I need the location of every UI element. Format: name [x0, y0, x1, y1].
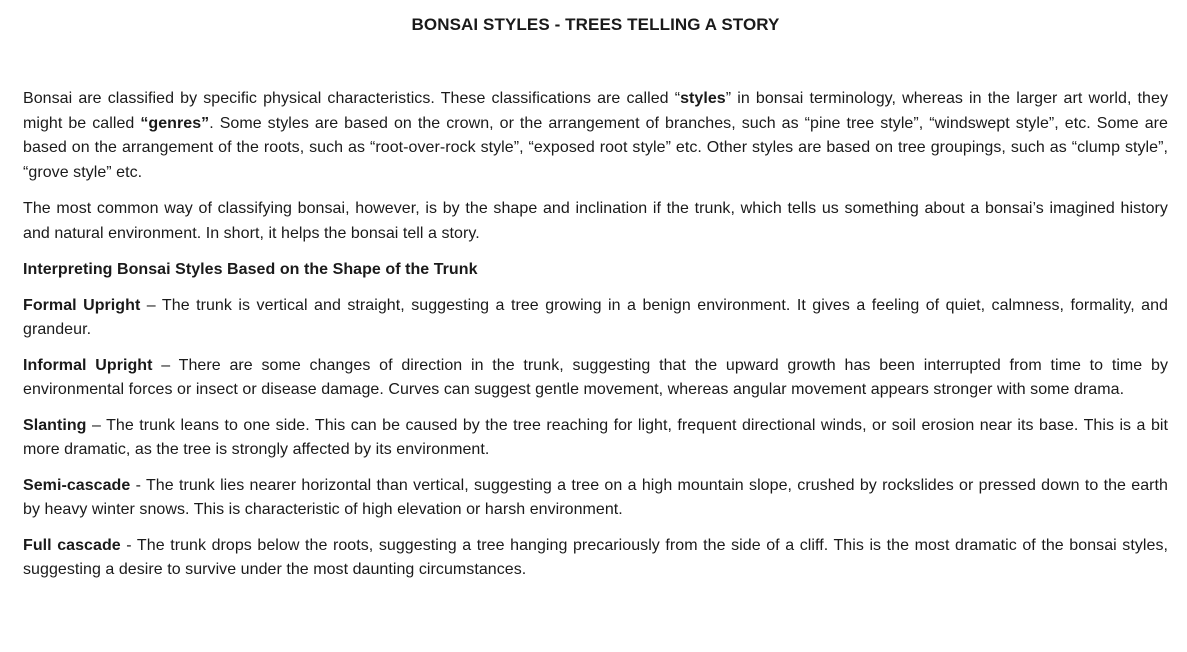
style-slanting: [23, 414, 1168, 463]
style-description: - The trunk lies nearer horizontal than vertical, suggesting a tree on a high mountain slope, crushed by rockslides or pressed down to the earth by heavy winter snows. This is characteristic of high elevation or harsh environment.: [23, 476, 1168, 518]
style-name: Formal Upright: [23, 296, 141, 314]
style-description: – The trunk leans to one side. This can be caused by the tree reaching for light, frequent directional winds, or soil erosion near its base. This is a bit more dramatic, as the tree is strongly affected by its environment.: [23, 416, 1168, 458]
style-informal-upright: [23, 354, 1168, 403]
document-title: BONSAI STYLES - TREES TELLING A STORY: [411, 15, 780, 34]
document: [23, 0, 1168, 583]
section-subheading: Interpreting Bonsai Styles Based on the Shape of the Trunk: [23, 261, 478, 278]
style-formal-upright: [23, 294, 1168, 343]
intro-paragraph: [23, 87, 1168, 185]
genres-term: “genres”: [140, 114, 210, 132]
style-semi-cascade: [23, 474, 1168, 523]
style-description: – The trunk is vertical and straight, suggesting a tree growing in a benign environment. It gives a feeling of quiet, calmness, formality, and grandeur.: [23, 296, 1168, 338]
style-full-cascade: [23, 534, 1168, 583]
classification-paragraph: The most common way of classifying bonsai, however, is by the shape and inclination if the trunk, which tells us something about a bonsai’s imagined history and natural environment. In short, it helps the bonsai tell a story.: [23, 200, 1168, 242]
intro-text-1: Bonsai are classified by specific physical characteristics. These classifications are called “: [23, 90, 681, 107]
styles-term: styles: [680, 90, 726, 107]
style-description: - The trunk drops below the roots, suggesting a tree hanging precariously from the side of a cliff. This is the most dramatic of the bonsai styles, suggesting a desire to survive under the most daunting circumstances.: [23, 536, 1168, 578]
style-name: Semi-cascade: [23, 476, 131, 494]
style-description: – There are some changes of direction in the trunk, suggesting that the upward growth has been interrupted from time to time by environmental forces or insect or disease damage. Curves can suggest gentle movement, whereas angular movement appears stronger with some drama.: [23, 356, 1168, 398]
intro-text-3: . Some styles are based on the crown, or the arrangement of branches, such as “pine tree style”, “windswept style”, etc. Some are based on the arrangement of the roots, such as “root-over-rock style”, “exposed root style” etc. Other styles are based on tree groupings, such as “clump style”, “grove style” etc.: [23, 114, 1168, 181]
intro-text-2: ” in bonsai terminology, whereas in the larger art world, they might be called: [23, 90, 1168, 132]
style-name: Full cascade: [23, 536, 121, 554]
style-name: Slanting: [23, 416, 87, 434]
style-name: Informal Upright: [23, 356, 153, 374]
